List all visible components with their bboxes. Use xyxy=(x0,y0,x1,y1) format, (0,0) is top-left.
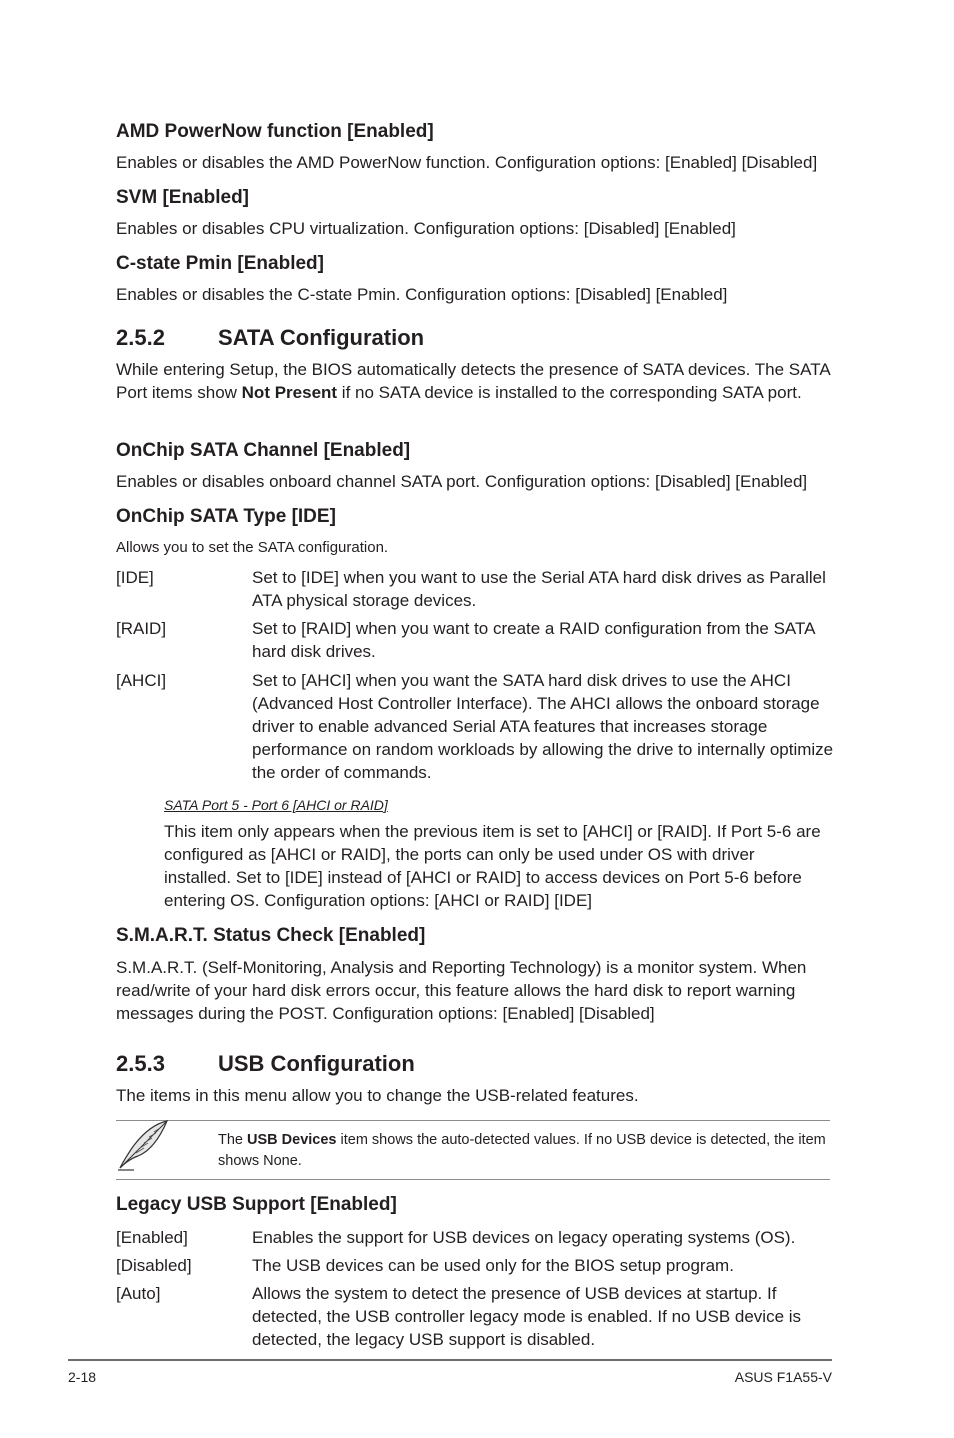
powernow-heading: AMD PowerNow function [Enabled] xyxy=(116,121,434,142)
option-desc-auto: Allows the system to detect the presence of USB devices at startup. If detected, the USB controller legacy mode is enabled. If no USB device is detected, the legacy USB support is disabled. xyxy=(252,1284,802,1349)
usb-section-title: USB Configuration xyxy=(218,1051,415,1076)
footer-rule xyxy=(68,1359,832,1361)
smart-body: S.M.A.R.T. (Self-Monitoring, Analysis and Reporting Technology) is a monitor system. When read/write of your hard disk errors occur, this feature allows the hard disk to report warning messages during the POST. Configuration options: [Enabled] [Disabled] xyxy=(116,958,807,1023)
option-term-raid: [RAID] xyxy=(116,619,167,638)
svm-heading: SVM [Enabled] xyxy=(116,187,250,208)
option-term-auto: [Auto] xyxy=(116,1284,161,1303)
footer-product-name: ASUS F1A55-V xyxy=(734,1369,832,1385)
sata-section-number: 2.5.2 xyxy=(116,325,165,350)
option-term-ahci: [AHCI] xyxy=(116,671,167,690)
sata-port-subtitle: SATA Port 5 - Port 6 [AHCI or RAID] xyxy=(164,797,388,813)
not-present-emphasis: Not Present xyxy=(241,383,338,402)
usb-body: The items in this menu allow you to change the USB-related features. xyxy=(116,1086,639,1105)
usb-devices-emphasis: USB Devices xyxy=(247,1132,337,1148)
legacy-usb-heading: Legacy USB Support [Enabled] xyxy=(116,1194,397,1215)
option-desc-ide: Set to [IDE] when you want to use the Serial ATA hard disk drives as Parallel ATA physical storage devices. xyxy=(252,568,826,610)
option-term-enabled: [Enabled] xyxy=(116,1228,188,1247)
note-bottom-rule xyxy=(116,1179,830,1180)
sata-port-body: This item only appears when the previous item is set to [AHCI] or [RAID]. If Port 5-6 are configured as [AHCI or RAID], the ports can only be used under OS with driver installed. Set to [IDE] instead of [AHCI or RAID] to access devices on Port 5-6 before entering OS. Configuration options: [AHCI or RAID] [IDE] xyxy=(164,822,821,910)
onchip-type-heading: OnChip SATA Type [IDE] xyxy=(116,506,336,527)
onchip-type-body: Allows you to set the SATA configuration. xyxy=(116,539,389,556)
cstate-body: Enables or disables the C-state Pmin. Configuration options: [Disabled] [Enabled] xyxy=(116,285,728,304)
option-desc-enabled: Enables the support for USB devices on legacy operating systems (OS). xyxy=(252,1228,796,1247)
footer-page-number: 2-18 xyxy=(68,1369,97,1385)
option-desc-disabled: The USB devices can be used only for the BIOS setup program. xyxy=(252,1256,734,1275)
powernow-body: Enables or disables the AMD PowerNow function. Configuration options: [Enabled] [Disabled] xyxy=(116,153,818,172)
svm-body: Enables or disables CPU virtualization. Configuration options: [Disabled] [Enabled] xyxy=(116,219,736,238)
onchip-channel-body: Enables or disables onboard channel SATA port. Configuration options: [Disabled] [Enabled] xyxy=(116,472,808,491)
cstate-heading: C-state Pmin [Enabled] xyxy=(116,253,324,274)
usb-section-number: 2.5.3 xyxy=(116,1051,165,1076)
note-top-rule xyxy=(116,1120,830,1121)
sata-section-title: SATA Configuration xyxy=(218,325,425,350)
option-desc-raid: Set to [RAID] when you want to create a RAID configuration from the SATA hard disk drives. xyxy=(252,619,815,661)
feather-quill-icon xyxy=(114,1118,172,1174)
option-term-ide: [IDE] xyxy=(116,568,154,587)
sata-intro: While entering Setup, the BIOS automatically detects the presence of SATA devices. The SATA Port items show Not Present if no SATA device is installed to the corresponding SATA port. xyxy=(116,360,830,402)
smart-heading: S.M.A.R.T. Status Check [Enabled] xyxy=(116,925,426,946)
option-desc-ahci: Set to [AHCI] when you want the SATA hard disk drives to use the AHCI (Advanced Host Controller Interface). The AHCI allows the onboard storage driver to enable advanced Serial ATA features that increases storage performance on random workloads by allowing the drive to internally optimize the order of commands. xyxy=(252,671,834,782)
onchip-channel-heading: OnChip SATA Channel [Enabled] xyxy=(116,440,411,461)
usb-note-text: The USB Devices item shows the auto-detected values. If no USB device is detected, the item shows None. xyxy=(218,1132,826,1169)
option-term-disabled: [Disabled] xyxy=(116,1256,192,1275)
